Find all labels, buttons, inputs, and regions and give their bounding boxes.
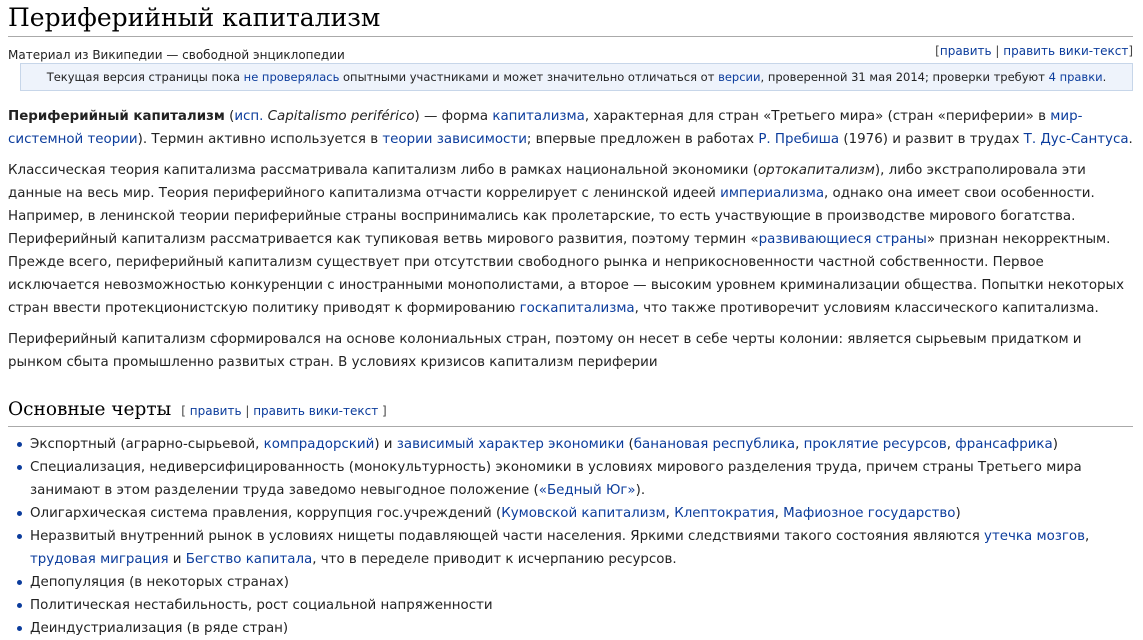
term-italic: Capitalismo periférico (263, 109, 415, 124)
bullet-icon (17, 626, 22, 631)
text: и (168, 552, 186, 567)
text: , характерная для стран «Третьего мира» (стран «периферии» в (584, 109, 1051, 124)
list-item (8, 456, 1133, 502)
text: Специализация, недиверсифицированность (монокультурность) экономики в условиях мирового разделения труда, причем страны Третьего мира занимают в этом разделении труда заведомо невыгодное положение ( (30, 460, 1082, 498)
link-capital-flight[interactable]: Бегство капитала (185, 552, 313, 567)
section-title: Основные черты (8, 399, 172, 420)
link-dependent-economy[interactable]: зависимый характер экономики (396, 437, 625, 452)
notice-text: , проверенной 31 мая 2014; проверки требуют (760, 70, 1049, 84)
review-notice (20, 63, 1133, 91)
text: Деиндустриализация (в ряде стран) (30, 621, 289, 636)
bracket-close: ] (378, 404, 387, 418)
tagline: Материал из Википедии — свободной энциклопедии (8, 48, 345, 62)
version-link[interactable]: версии (718, 70, 761, 84)
bullet-icon (17, 534, 22, 539)
text: ; впервые предложен в работах (526, 132, 759, 147)
text: ( (224, 109, 235, 124)
text: ) и (374, 437, 397, 452)
notice-text: . (1102, 70, 1107, 84)
bullet-icon (17, 465, 22, 470)
text: ) (955, 506, 961, 521)
list-item (8, 617, 1133, 640)
list-item (8, 594, 1133, 617)
link-world-systems[interactable]: мир-системной теории (8, 109, 1083, 147)
text: ), либо экстраполировала эти данные на весь мир. Теория периферийного капитализма отчасти коррелирует с ленинской идеей (8, 163, 1086, 201)
section-edit-source-link[interactable]: править вики-текст (253, 404, 379, 418)
text: ). Термин активно используется в (137, 132, 383, 147)
term-italic: ортокапитализм (757, 163, 875, 178)
separator: | (241, 404, 254, 418)
page-title: Периферийный капитализм (8, 0, 1133, 37)
text: , (665, 506, 675, 521)
text: (1976) и развит в трудах (839, 132, 1024, 147)
bracket-open: [ (935, 44, 940, 58)
text: Олигархическая система правления, коррупция гос.учреждений ( (30, 506, 502, 521)
text: , (1085, 529, 1090, 544)
link-kleptocracy[interactable]: Клептократия (674, 506, 775, 521)
text: , однако она имеет свои особенности. Например, в ленинской теории периферийные страны воспринимались как пролетарские, то есть участвующие в производстве мирового богатства. Периферийный капитализм рассматривается как тупиковая ветвь мирового развития, поэтому термин « (8, 186, 1095, 247)
text: ) (1052, 437, 1058, 452)
body-paragraph (8, 159, 1133, 320)
section-heading (8, 397, 1133, 427)
link-capitalism[interactable]: капитализма (492, 109, 585, 124)
link-mafia-state[interactable]: Мафиозное государство (783, 506, 956, 521)
notice-text: опытными участниками и может значительно отличаться от (339, 70, 719, 84)
link-banana-republic[interactable]: банановая республика (633, 437, 796, 452)
section-edit-link[interactable]: править (189, 404, 242, 418)
text: , (774, 506, 784, 521)
subline (8, 37, 1133, 61)
text: » признан некорректным. Прежде всего, периферийный капитализм существует при отсутствии свободного рынка и неприкосновенности частной собственности. Первое исключается невозможностью конкуренции с иностранными монополистами, а второе — высоким уровнем криминализации общества. Попытки некоторых стран ввести протекционистскую политику приводят к формированию (8, 232, 1125, 316)
link-comprador[interactable]: компрадорский (263, 437, 375, 452)
link-brain-drain[interactable]: утечка мозгов (984, 529, 1086, 544)
text: Депопуляция (в некоторых странах) (30, 575, 289, 590)
link-poor-south[interactable]: «Бедный Юг» (538, 483, 636, 498)
edit-source-link[interactable]: править вики-текст (1003, 44, 1129, 58)
features-list (8, 433, 1133, 640)
page-edit-links (935, 44, 1133, 58)
bullet-icon (17, 442, 22, 447)
bracket-close: ] (1128, 44, 1133, 58)
list-item (8, 502, 1133, 525)
text: , что в переделе приводит к исчерпанию ресурсов. (312, 552, 677, 567)
text: , что также противоречит условиям классического капитализма. (634, 301, 1099, 316)
link-developing-countries[interactable]: развивающиеся страны (758, 232, 927, 247)
notice-text: Текущая версия страницы пока (46, 70, 244, 84)
link-dos-santos[interactable]: Т. Дус-Сантуса (1023, 132, 1129, 147)
list-item (8, 433, 1133, 456)
link-state-capitalism[interactable]: госкапитализма (519, 301, 635, 316)
text: Неразвитый внутренний рынок в условиях нищеты подавляющей части населения. Яркими следствиями такого состояния являются (30, 529, 985, 544)
bullet-icon (17, 511, 22, 516)
text: Классическая теория капитализма рассматривала капитализм либо в рамках национальной экономики ( (8, 163, 758, 178)
not-reviewed-link[interactable]: не проверялась (243, 70, 340, 84)
body-paragraph: Периферийный капитализм сформировался на основе колониальных стран, поэтому он несет в себе черты колонии: является сырьевым придатком и рынком сбыта промышленно развитых стран. В условиях кризисов капитализм периферии (8, 332, 1082, 370)
link-labor-migration[interactable]: трудовая миграция (30, 552, 169, 567)
link-prebisch[interactable]: Р. Пребиша (758, 132, 840, 147)
link-crony-capitalism[interactable]: Кумовской капитализм (501, 506, 666, 521)
bullet-icon (17, 603, 22, 608)
separator: | (991, 44, 1004, 58)
link-francafrique[interactable]: франсафрика (955, 437, 1053, 452)
text: Политическая нестабильность, рост социальной напряженности (30, 598, 493, 613)
text: Экспортный (аграрно-сырьевой, (30, 437, 264, 452)
text: ). (635, 483, 646, 498)
link-resource-curse[interactable]: проклятие ресурсов (803, 437, 947, 452)
edits-link[interactable]: 4 правки (1048, 70, 1103, 84)
link-imperialism[interactable]: империализма (720, 186, 825, 201)
edit-link[interactable]: править (939, 44, 992, 58)
link-spanish[interactable]: исп. (234, 109, 264, 124)
text: ( (624, 437, 634, 452)
intro-paragraph (8, 105, 1133, 151)
list-item (8, 571, 1133, 594)
text: ) — форма (414, 109, 493, 124)
link-dependency-theory[interactable]: теории зависимости (382, 132, 527, 147)
term-bold: Периферийный капитализм (8, 109, 225, 124)
text: , (795, 437, 804, 452)
text: . (1128, 132, 1133, 147)
text: , (946, 437, 956, 452)
bullet-icon (17, 580, 22, 585)
list-item (8, 525, 1133, 571)
section-edit-links (181, 404, 386, 418)
bracket-open: [ (181, 404, 190, 418)
